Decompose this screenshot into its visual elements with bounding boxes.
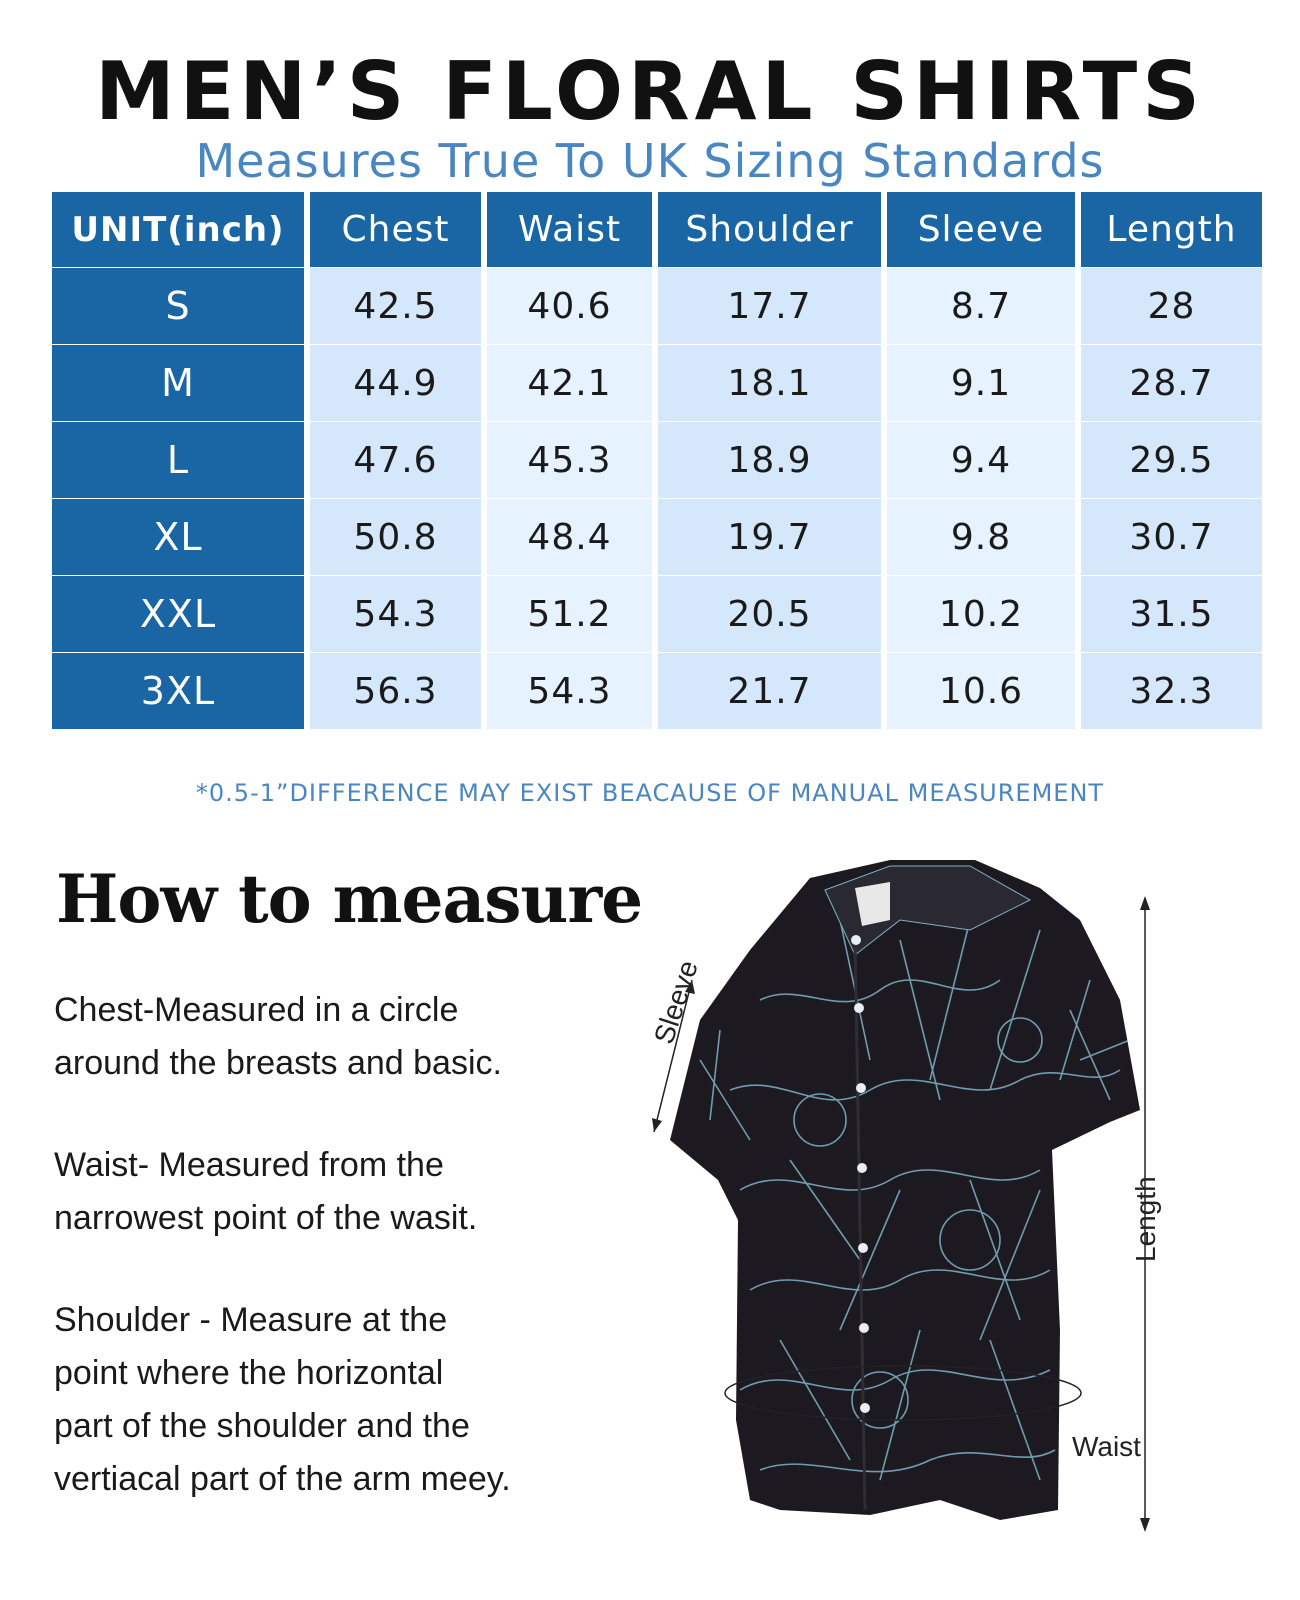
- cell-length: 32.3: [1081, 653, 1262, 729]
- waist-label: Waist: [1072, 1431, 1141, 1462]
- size-label: XL: [52, 499, 304, 575]
- waist-description-line: narrowest point of the wasit.: [54, 1199, 478, 1237]
- header-waist: Waist: [487, 192, 652, 267]
- cell-shoulder: 21.7: [658, 653, 881, 729]
- shirt-diagram: [640, 860, 1280, 1580]
- size-label: XXL: [52, 576, 304, 652]
- cell-waist: 51.2: [487, 576, 652, 652]
- cell-shoulder: 20.5: [658, 576, 881, 652]
- cell-sleeve: 9.4: [887, 422, 1075, 498]
- cell-length: 30.7: [1081, 499, 1262, 575]
- header-shoulder: Shoulder: [658, 192, 881, 267]
- page-subtitle: Measures True To UK Sizing Standards: [195, 134, 1105, 188]
- shirt-illustration: [640, 860, 1280, 1580]
- cell-sleeve: 10.6: [887, 653, 1075, 729]
- shoulder-description-line: Shoulder - Measure at the: [54, 1301, 448, 1339]
- cell-chest: 47.6: [310, 422, 481, 498]
- cell-waist: 45.3: [487, 422, 652, 498]
- length-label: Length: [1130, 1176, 1161, 1262]
- cell-waist: 40.6: [487, 268, 652, 344]
- cell-chest: 56.3: [310, 653, 481, 729]
- header-sleeve: Sleeve: [887, 192, 1075, 267]
- cell-waist: 54.3: [487, 653, 652, 729]
- shoulder-description-line: vertiacal part of the arm meey.: [54, 1460, 511, 1498]
- size-chart-table: [52, 192, 1262, 729]
- cell-waist: 42.1: [487, 345, 652, 421]
- size-label: L: [52, 422, 304, 498]
- header-unit: UNIT(inch): [52, 192, 304, 267]
- size-label: M: [52, 345, 304, 421]
- size-label: 3XL: [52, 653, 304, 729]
- measurement-note: *0.5-1”DIFFERENCE MAY EXIST BEACAUSE OF MANUAL MEASUREMENT: [195, 779, 1105, 807]
- header-chest: Chest: [310, 192, 481, 267]
- header-length: Length: [1081, 192, 1262, 267]
- cell-length: 28.7: [1081, 345, 1262, 421]
- sleeve-label: Sleeve: [648, 956, 704, 1048]
- shoulder-description-line: point where the horizontal: [54, 1354, 444, 1392]
- cell-chest: 44.9: [310, 345, 481, 421]
- shoulder-description-line: part of the shoulder and the: [54, 1407, 470, 1445]
- cell-shoulder: 18.9: [658, 422, 881, 498]
- size-label: S: [52, 268, 304, 344]
- cell-length: 31.5: [1081, 576, 1262, 652]
- shoulder-description: [54, 1294, 511, 1506]
- chest-description-line: Chest-Measured in a circle: [54, 991, 459, 1029]
- cell-sleeve: 10.2: [887, 576, 1075, 652]
- waist-description-line: Waist- Measured from the: [54, 1146, 444, 1184]
- cell-sleeve: 9.8: [887, 499, 1075, 575]
- cell-length: 29.5: [1081, 422, 1262, 498]
- waist-description: [54, 1139, 477, 1245]
- cell-length: 28: [1081, 268, 1262, 344]
- how-to-measure-title: How to measure: [56, 860, 643, 938]
- chest-description: [54, 984, 502, 1090]
- cell-sleeve: 9.1: [887, 345, 1075, 421]
- cell-shoulder: 19.7: [658, 499, 881, 575]
- cell-waist: 48.4: [487, 499, 652, 575]
- cell-sleeve: 8.7: [887, 268, 1075, 344]
- cell-shoulder: 17.7: [658, 268, 881, 344]
- cell-chest: 42.5: [310, 268, 481, 344]
- chest-description-line: around the breasts and basic.: [54, 1044, 502, 1082]
- cell-chest: 54.3: [310, 576, 481, 652]
- page-title: MEN’S FLORAL SHIRTS: [95, 45, 1205, 138]
- cell-shoulder: 18.1: [658, 345, 881, 421]
- cell-chest: 50.8: [310, 499, 481, 575]
